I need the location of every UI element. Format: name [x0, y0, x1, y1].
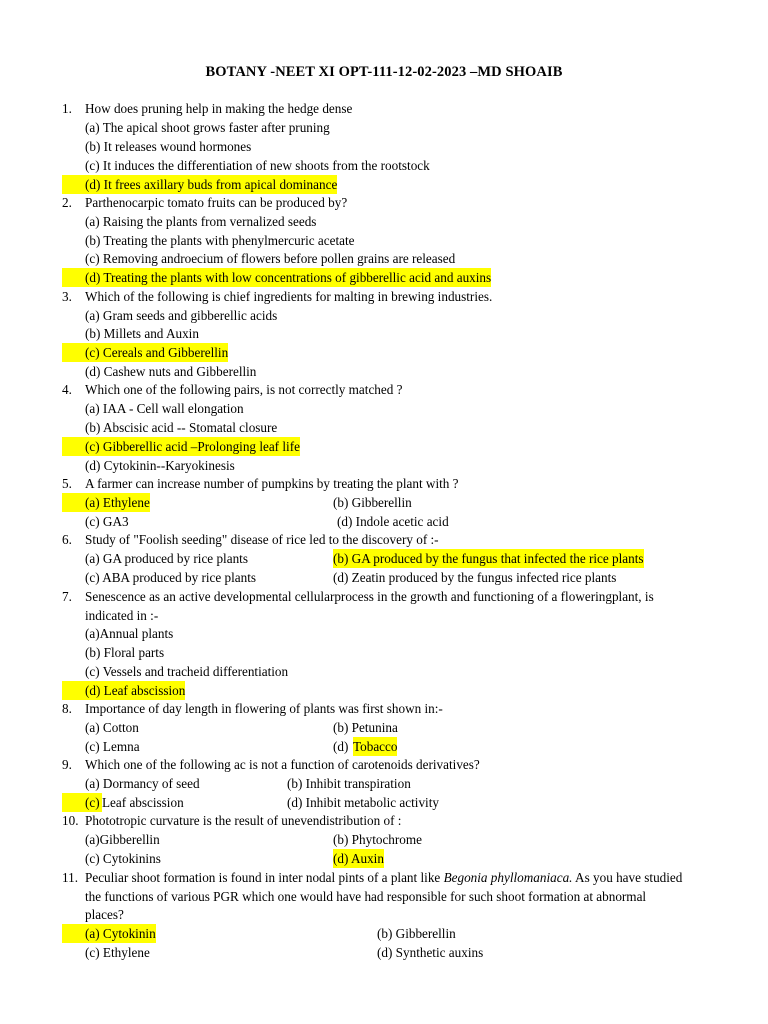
option-d: (d) Cytokinin--Karyokinesis — [85, 458, 235, 473]
option-c: (c) Lemna — [85, 739, 140, 754]
option-b: (b) Millets and Auxin — [85, 326, 199, 341]
option-c: (c) GA3 — [85, 514, 129, 529]
option-d: (d) Inhibit metabolic activity — [287, 795, 439, 810]
question-text: Senescence as an active developmental cellularprocess in the growth and functioning of a floweringplant, is — [85, 589, 654, 604]
option-b: (b) It releases wound hormones — [85, 139, 252, 154]
question-number: 8. — [62, 701, 72, 716]
question-text — [85, 868, 682, 887]
option-b-highlighted: (b) GA produced by the fungus that infected the rice plants — [333, 551, 644, 566]
option-b: (b) Phytochrome — [333, 832, 422, 847]
question-text: Which one of the following pairs, is not correctly matched ? — [85, 382, 403, 397]
question-text: Phototropic curvature is the result of unevendistribution of : — [85, 813, 402, 828]
option-a: (a) GA produced by rice plants — [85, 551, 248, 566]
option-a-highlighted: (a) Ethylene — [62, 493, 150, 512]
option-c: (c) Vessels and tracheid differentiation — [85, 664, 289, 679]
question-text: Which one of the following ac is not a function of carotenoids derivatives? — [85, 757, 480, 772]
question-text: Parthenocarpic tomato fruits can be produced by? — [85, 195, 348, 210]
question-text: Which of the following is chief ingredients for malting in brewing industries. — [85, 289, 493, 304]
option-c-highlighted: (c) Cereals and Gibberellin — [62, 343, 228, 362]
option-a: (a)Gibberellin — [85, 832, 160, 847]
option-c: (c) ABA produced by rice plants — [85, 570, 257, 585]
option-d: (d) Synthetic auxins — [377, 945, 484, 960]
option-c: (c) It induces the differentiation of new shoots from the rootstock — [85, 158, 430, 173]
question-number: 10. — [62, 813, 79, 828]
option-d-highlighted: Tobacco — [353, 739, 398, 754]
question-number: 3. — [62, 289, 72, 304]
option-a-highlighted: (a) Cytokinin — [62, 924, 156, 943]
question-text-part: As you have studied — [572, 870, 683, 885]
option-a: (a) Raising the plants from vernalized seeds — [85, 214, 317, 229]
option-b: (b) Gibberellin — [333, 495, 412, 510]
option-b: (b) Abscisic acid -- Stomatal closure — [85, 420, 278, 435]
option-d-highlighted: (d) Treating the plants with low concentrations of gibberellic acid and auxins — [62, 268, 491, 287]
option-c-highlighted: (c) Gibberellic acid –Prolonging leaf life — [62, 437, 300, 456]
question-number: 2. — [62, 195, 72, 210]
option-c: Leaf abscission — [102, 795, 184, 810]
question-number: 11. — [62, 870, 78, 885]
option-d-highlighted: (d) It frees axillary buds from apical dominance — [62, 175, 337, 194]
option-d-highlighted: (d) Auxin — [333, 851, 384, 866]
question-number: 4. — [62, 382, 72, 397]
question-number: 1. — [62, 101, 72, 116]
option-c: (c) Removing androecium of flowers before pollen grains are released — [85, 251, 456, 266]
question-text-continued: indicated in :- — [85, 608, 159, 623]
question-text-part: Peculiar shoot formation is found in inter nodal pints of a plant like — [85, 870, 444, 885]
option-a: (a)Annual plants — [85, 626, 174, 641]
question-number: 5. — [62, 476, 72, 491]
option-b: (b) Treating the plants with phenylmercuric acetate — [85, 233, 355, 248]
question-text: Study of "Foolish seeding" disease of rice led to the discovery of :- — [85, 532, 439, 547]
option-a: (a) Cotton — [85, 720, 139, 735]
species-name: Begonia phyllomaniaca. — [443, 870, 573, 885]
option-d-label: (d) — [333, 739, 349, 754]
option-d-highlighted: (d) Leaf abscission — [62, 681, 185, 700]
option-b: (b) Inhibit transpiration — [287, 776, 411, 791]
option-c-label-highlighted: (c) — [62, 793, 102, 812]
option-a: (a) IAA - Cell wall elongation — [85, 401, 244, 416]
question-number: 9. — [62, 757, 72, 772]
option-a: (a) Dormancy of seed — [85, 776, 200, 791]
option-a: (a) Gram seeds and gibberellic acids — [85, 308, 278, 323]
question-text-continued: places? — [85, 907, 124, 922]
option-d: (d) Indole acetic acid — [337, 514, 449, 529]
option-a: (a) The apical shoot grows faster after pruning — [85, 120, 330, 135]
question-text: How does pruning help in making the hedge dense — [85, 101, 353, 116]
option-d: (d) Cashew nuts and Gibberellin — [85, 364, 257, 379]
question-text-continued: the functions of various PGR which one would have had responsible for such shoot formation at abnormal — [85, 889, 647, 904]
question-text: A farmer can increase number of pumpkins by treating the plant with ? — [85, 476, 459, 491]
option-c: (c) Cytokinins — [85, 851, 161, 866]
page-title: BOTANY -NEET XI OPT-111-12-02-2023 –MD SHOAIB — [205, 64, 563, 80]
option-d: (d) Zeatin produced by the fungus infected rice plants — [333, 570, 617, 585]
question-number: 7. — [62, 589, 72, 604]
option-b: (b) Gibberellin — [377, 926, 456, 941]
option-b: (b) Floral parts — [85, 645, 165, 660]
question-text: Importance of day length in flowering of plants was first shown in:- — [85, 701, 443, 716]
option-c: (c) Ethylene — [85, 945, 150, 960]
option-b: (b) Petunina — [333, 720, 398, 735]
question-number: 6. — [62, 532, 72, 547]
